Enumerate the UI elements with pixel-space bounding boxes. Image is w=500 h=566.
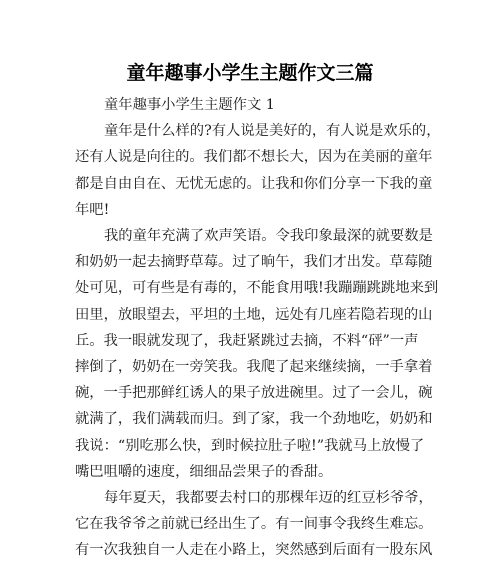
paragraph-line: 都是自由自在、无忧无虑的。让我和你们分享一下我的童 — [75, 176, 433, 192]
paragraph-line: 我说：“别吃那么快，到时候拉肚子啦!”我就马上放慢了 — [75, 438, 425, 454]
paragraph-line: 嘴巴咀嚼的速度，细细品尝果子的香甜。 — [75, 464, 333, 480]
paragraph-line: 丘。我一眼就发现了，我赶紧跳过去摘，不料“砰”一声 — [75, 333, 419, 349]
paragraph-line: 有一次我独自一人走在小路上，突然感到后面有一股东风 — [75, 542, 433, 558]
paragraph-line: 就满了，我们满载而归。到了家，我一个劲地吃，奶奶和 — [75, 411, 433, 427]
paragraph-line: 和奶奶一起去摘野草莓。过了晌午，我们才出发。草莓随 — [75, 254, 433, 270]
paragraph-line: 田里，放眼望去，平坦的土地，远处有几座若隐若现的山 — [75, 307, 433, 323]
paragraph-line: 碗，一手把那鲜红诱人的果子放进碗里。过了一会儿，碗 — [75, 385, 433, 401]
paragraph-line: 童年是什么样的?有人说是美好的，有人说是欢乐的， — [104, 123, 441, 139]
document-title: 童年趣事小学生主题作文三篇 — [126, 62, 374, 84]
paragraph-line: 摔倒了，奶奶在一旁笑我。我爬了起来继续摘，一手拿着 — [75, 359, 433, 375]
paragraph-line: 处可见，可有些是有毒的，不能食用哦!我蹦蹦跳跳地来到 — [75, 280, 439, 296]
paragraph-line: 年吧! — [75, 202, 110, 218]
paragraph-line: 它在我爷爷之前就已经出生了。有一间事令我终生难忘。 — [75, 516, 433, 532]
paragraph-line: 每年夏天，我都要去村口的那棵年迈的红豆杉爷爷， — [104, 490, 433, 506]
essay-heading: 童年趣事小学生主题作文 1 — [104, 97, 275, 113]
paragraph-line: 还有人说是向往的。我们都不想长大，因为在美丽的童年 — [75, 149, 433, 165]
paragraph-line: 我的童年充满了欢声笑语。令我印象最深的就要数是 — [104, 228, 433, 244]
